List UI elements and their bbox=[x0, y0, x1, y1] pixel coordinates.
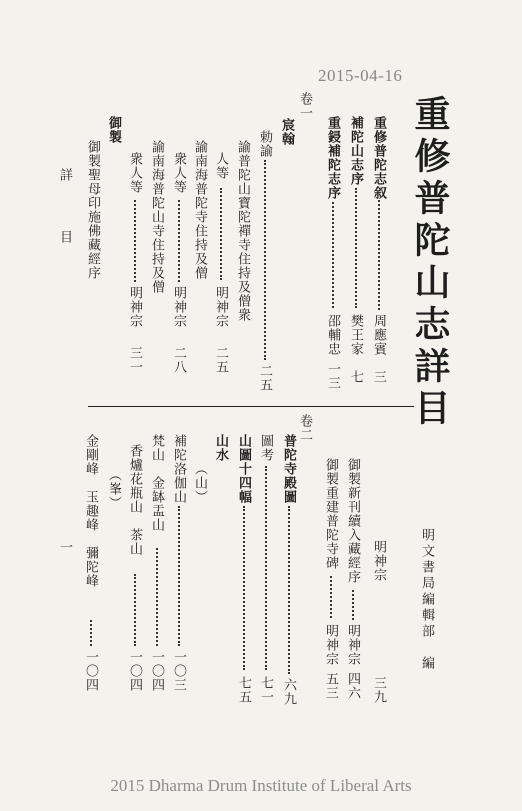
leader-dots bbox=[330, 576, 332, 618]
volume-heading: 卷二 bbox=[297, 414, 312, 442]
page-number: 一 bbox=[57, 540, 72, 554]
leader-dots bbox=[352, 590, 354, 620]
leader-dots bbox=[243, 506, 245, 670]
entry-title: 御製重建普陀寺碑 bbox=[323, 458, 338, 570]
entry-page: 七一 bbox=[258, 676, 273, 704]
entry-author: 明神宗 bbox=[323, 624, 338, 666]
entry-page: 一〇四 bbox=[83, 650, 98, 692]
entry-title: 人等 bbox=[213, 152, 228, 180]
section-heading: 山水 bbox=[213, 434, 228, 462]
entry-title: 梵山 金缽盂山 bbox=[149, 434, 164, 532]
entry-author: 邵輔忠 bbox=[325, 314, 340, 356]
entry-page: 二八 bbox=[171, 346, 186, 374]
entry-title: 諭普陀山寶陀禪寺住持及僧衆 bbox=[235, 140, 250, 322]
subsection-heading: （峯） bbox=[106, 468, 121, 510]
entry-title: 重修普陀志叙 bbox=[371, 116, 386, 200]
leader-dots bbox=[264, 160, 266, 360]
entry-page: 三一 bbox=[127, 346, 142, 374]
entry-page: 三 bbox=[371, 370, 386, 384]
entry-author: 明神宗 bbox=[127, 286, 142, 328]
book-title: 重修普陀山志詳目 bbox=[409, 95, 451, 431]
leader-dots bbox=[332, 202, 334, 308]
entry-author: 明神宗 bbox=[171, 286, 186, 328]
entry-title: 勅諭 bbox=[257, 130, 272, 158]
side-label: 詳 目 bbox=[57, 168, 72, 261]
section-divider bbox=[88, 406, 414, 407]
entry-title: 香爐花瓶山 茶山 bbox=[127, 444, 142, 556]
entry-title: 補陀山志序 bbox=[348, 116, 363, 186]
entry-author: 明神宗 bbox=[345, 624, 360, 666]
entry-author: 樊王家 bbox=[348, 314, 363, 356]
entry-title: 御製聖母印施佛藏經序 bbox=[85, 140, 100, 280]
leader-dots bbox=[156, 548, 158, 646]
entry-title: 諭南海普陀山寺住持及僧 bbox=[149, 140, 164, 294]
entry-title: 衆人等 bbox=[127, 152, 142, 194]
entry-title: 圖考 bbox=[258, 434, 273, 462]
entry-page: 二五 bbox=[257, 364, 272, 392]
entry-page: 七 bbox=[348, 370, 363, 384]
entry-page: 五三 bbox=[323, 672, 338, 700]
entry-title: 御製新刊續入藏經序 bbox=[345, 458, 360, 584]
entry-page: 一〇三 bbox=[171, 650, 186, 692]
entry-title: 普陀寺殿圖 bbox=[281, 434, 296, 504]
entry-title: 重鋟補陀志序 bbox=[325, 116, 340, 200]
entry-page: 一〇四 bbox=[127, 650, 142, 692]
leader-dots bbox=[178, 200, 180, 282]
footer-watermark: 2015 Dharma Drum Institute of Liberal Arts bbox=[110, 776, 412, 795]
entry-page: 七五 bbox=[236, 676, 251, 704]
leader-dots bbox=[378, 200, 380, 310]
leader-dots bbox=[355, 188, 357, 308]
entry-page: 六九 bbox=[281, 678, 296, 706]
entry-title: 衆人等 bbox=[171, 152, 186, 194]
entry-title: 山圖十四幅 bbox=[236, 434, 251, 504]
entry-author: 明神宗 bbox=[371, 540, 386, 582]
leader-dots bbox=[288, 506, 290, 674]
entry-author: 周應賓 bbox=[371, 314, 386, 356]
publisher: 明文書局編輯部 編 bbox=[419, 528, 434, 672]
entry-title: 金剛峰 玉趣峰 彌陀峰 bbox=[83, 434, 98, 588]
leader-dots bbox=[220, 188, 222, 280]
entry-title: 補陀洛伽山 bbox=[171, 434, 186, 504]
entry-author: 明神宗 bbox=[213, 286, 228, 328]
entry-page: 一三 bbox=[325, 362, 340, 390]
entry-page: 一〇四 bbox=[149, 650, 164, 692]
section-heading: 御製 bbox=[106, 116, 121, 144]
date-watermark: 2015-04-16 bbox=[318, 66, 403, 85]
leader-dots bbox=[134, 574, 136, 646]
entry-page: 二五 bbox=[213, 346, 228, 374]
leader-dots bbox=[178, 506, 180, 646]
leader-dots bbox=[134, 200, 136, 282]
section-heading: 宸翰 bbox=[279, 118, 294, 146]
entry-title: 諭南海普陀寺住持及僧 bbox=[192, 140, 207, 280]
entry-page: 四六 bbox=[345, 672, 360, 700]
leader-dots bbox=[265, 466, 267, 670]
entry-page: 三九 bbox=[371, 676, 386, 704]
volume-heading: 卷一 bbox=[297, 92, 312, 120]
leader-dots bbox=[90, 620, 92, 646]
subsection-heading: （山） bbox=[192, 462, 207, 504]
